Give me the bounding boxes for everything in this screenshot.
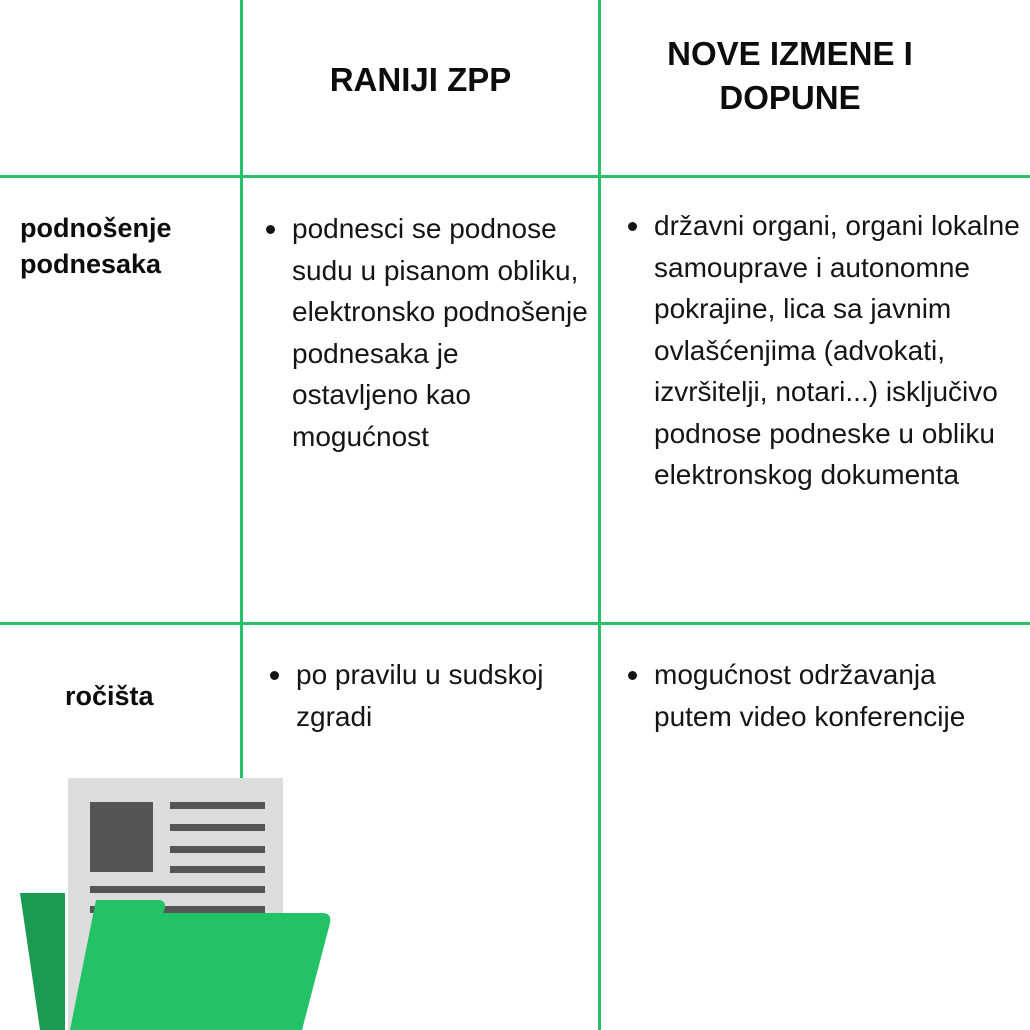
folder-with-document-icon [0, 760, 340, 1030]
document-line [170, 866, 265, 873]
folder-front-icon [70, 900, 330, 1030]
row-divider-1 [0, 622, 1030, 625]
folder-back-icon [20, 893, 65, 1030]
column-header-old: RANIJI ZPP [329, 61, 512, 98]
row-label-submission: podnošenje podnesaka [20, 213, 172, 279]
cell-old-submission [262, 208, 592, 457]
list-item: po pravilu u sudskoj zgradi [296, 654, 606, 737]
row-divider-header [0, 175, 1030, 178]
document-line [90, 886, 265, 893]
cell-new-hearings [624, 654, 1014, 737]
column-divider-2 [598, 0, 601, 1030]
document-image-block [90, 802, 153, 872]
cell-new-submission [624, 205, 1024, 496]
cell-old-hearings [266, 654, 606, 737]
list-item: mogućnost održavanja putem video konferencije [654, 654, 1014, 737]
list-item: državni organi, organi lokalne samouprave i autonomne pokrajine, lica sa javnim ovlašćenjima (advokati, izvršitelji, notari...) isključivo podnose podneske u obliku elektronskog dokumenta [654, 205, 1024, 496]
list-item: podnesci se podnose sudu u pisanom obliku, elektronsko podnošenje podnesaka je ostavljeno kao mogućnost [292, 208, 592, 457]
document-line [170, 846, 265, 853]
document-line [170, 824, 265, 831]
row-label-hearings: ročišta [65, 681, 154, 711]
column-header-new: NOVE IZMENE I DOPUNE [667, 35, 913, 116]
document-line [170, 802, 265, 809]
